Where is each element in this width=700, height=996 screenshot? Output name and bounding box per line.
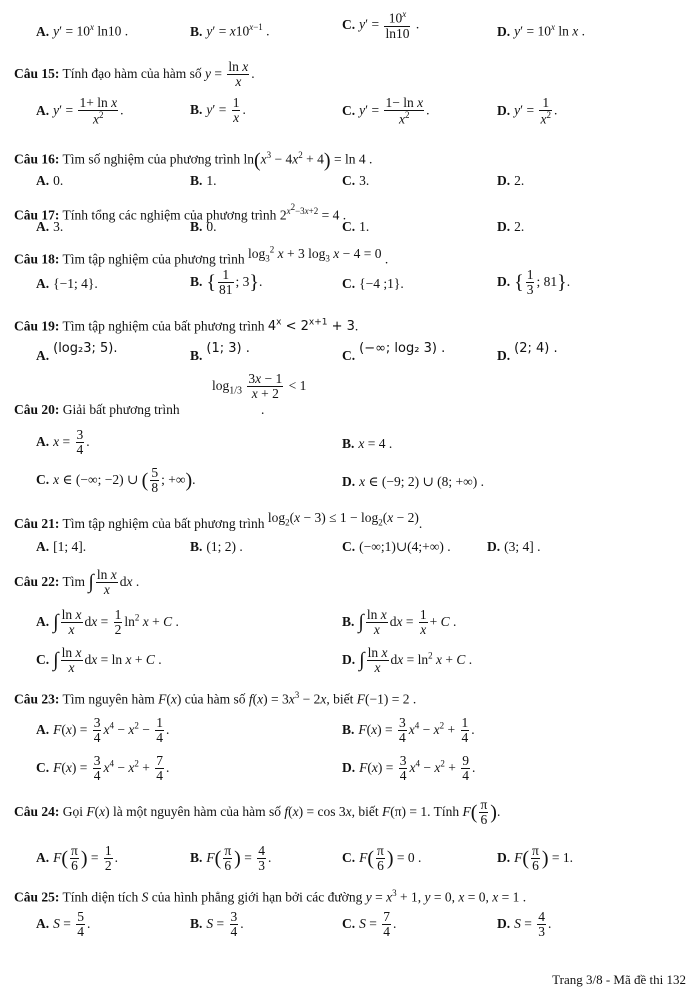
option-d[interactable]: D. 2. bbox=[497, 219, 525, 234]
option-d[interactable]: D. ∫ $\frac{\text{ln x}}{x}$ dx = $\ln^2 x + C$ . bbox=[342, 645, 473, 676]
option-b[interactable]: B. { $\frac{1}{81}$ ; 3}. bbox=[190, 267, 263, 298]
option-d[interactable]: D. F( $\frac{\pi}{6}$ ) = 1. bbox=[497, 843, 574, 874]
option-d[interactable]: D. y′ = $\frac{1}{x^2}$ . bbox=[497, 95, 558, 127]
option-d[interactable]: D. 2. bbox=[497, 173, 525, 188]
option-b[interactable]: B. $y' = x10^{x-1}$ . bbox=[190, 22, 270, 39]
option-b[interactable]: B. (1; 3) . bbox=[190, 341, 250, 363]
question-21: Câu 21: Tìm tập nghiệm của bất phương trình $\log_2(x - 3) \le 1 - \log_2(x - 2)$. bbox=[14, 510, 423, 531]
option-a[interactable]: A. F( $\frac{\pi}{6}$ ) = $\frac{1}{2}$ . bbox=[36, 843, 119, 874]
option-c[interactable]: C. F(x) = $\frac{3}{4}$ $x^4 - x^2$ + $\frac{7}{4}$ . bbox=[36, 753, 170, 784]
option-a[interactable]: A. (log₂3; 5). bbox=[36, 341, 118, 363]
q17-options bbox=[0, 219, 700, 234]
option-c[interactable]: C. 1. bbox=[342, 219, 370, 234]
q23-options-2 bbox=[0, 753, 700, 784]
question-18: Câu 18: Tìm tập nghiệm của phương trình $\log_3^2 x + 3$ $\log_3 x - 4 = 0$ . bbox=[14, 244, 389, 267]
q18-options bbox=[0, 267, 700, 298]
option-b[interactable]: B. 1. bbox=[190, 173, 217, 188]
option-c[interactable]: C. y′ = $\frac{10^x}{\ln 10}$ . bbox=[342, 9, 420, 41]
option-d[interactable]: D. F(x) = $\frac{3}{4}$ $x^4 - x^2$ + $\frac{9}{4}$ . bbox=[342, 753, 476, 784]
option-c[interactable]: C. F( $\frac{\pi}{6}$ ) = 0 . bbox=[342, 843, 422, 874]
q19-options bbox=[0, 340, 700, 363]
q25-options bbox=[0, 909, 700, 940]
q22-options-1 bbox=[0, 607, 700, 638]
option-b[interactable]: B. (1; 2) . bbox=[190, 539, 243, 554]
option-c[interactable]: C. S = $\frac{7}{4}$ . bbox=[342, 909, 397, 940]
option-d[interactable]: D. S = $\frac{4}{3}$ . bbox=[497, 909, 552, 940]
question-20: Câu 20: Giải bất phương trình . bbox=[14, 402, 265, 417]
question-19: Câu 19: Tìm tập nghiệm của bất phương trình $4^x < 2^{x+1} + 3$. bbox=[14, 318, 359, 335]
q15-options bbox=[0, 95, 700, 127]
option-c[interactable]: C. y′ = $\frac{\text{1− ln x}}{x^2}$ . bbox=[342, 95, 430, 127]
q20-options-1 bbox=[0, 427, 700, 458]
option-a[interactable]: A. ∫ $\frac{\text{ln x}}{x}$ dx = $\frac{1}{2}$ $\ln^2 x + C$ . bbox=[36, 607, 179, 638]
page-footer: Trang 3/8 - Mã đề thi 132 bbox=[552, 972, 686, 987]
option-a[interactable]: A. [1; 4]. bbox=[36, 539, 87, 554]
option-c[interactable]: C. 3. bbox=[342, 173, 370, 188]
option-a[interactable]: A. 3. bbox=[36, 219, 64, 234]
option-b[interactable]: B. F(x) = $\frac{3}{4}$ $x^4 - x^2$ + $\frac{1}{4}$ . bbox=[342, 715, 475, 746]
q16-options bbox=[0, 173, 700, 188]
q23-options-1 bbox=[0, 715, 700, 746]
option-c[interactable]: C. {−4 ;1}. bbox=[342, 276, 404, 291]
q14-options bbox=[0, 9, 700, 41]
option-d[interactable]: D. $y' = 10^x$ ln x . bbox=[497, 22, 585, 39]
q20-options-2 bbox=[0, 465, 700, 496]
option-a[interactable]: A. x = $\frac{3}{4}$ . bbox=[36, 427, 90, 458]
option-d[interactable]: D. (2; 4) . bbox=[497, 341, 558, 363]
question-22: Câu 22: Tìm ∫ $\frac{\text{ln x}}{x}$ dx . bbox=[14, 567, 140, 598]
option-b[interactable]: B. F( $\frac{\pi}{6}$ ) = $\frac{4}{3}$ . bbox=[190, 843, 272, 874]
option-c[interactable]: C. ∫ $\frac{\text{ln x}}{x}$ dx = ln x + C . bbox=[36, 645, 162, 676]
option-c[interactable]: C. x ∈ (−∞; −2) ∪ ( $\frac{5}{8}$ ; +∞). bbox=[36, 465, 196, 496]
question-23: Câu 23: Tìm nguyên hàm F(x) của hàm số $f(x) = 3x^3 - 2x$, biết F(−1) = 2 . bbox=[14, 690, 417, 707]
option-b[interactable]: B. 0. bbox=[190, 219, 217, 234]
question-17: Câu 17: Tính tổng các nghiệm của phương trình $2^{x^2-3x+2} = 4$ . bbox=[14, 202, 347, 223]
option-a[interactable]: A. $y' = 10^x$ ln10 . bbox=[36, 22, 129, 39]
option-b[interactable]: B. y′ = $\frac{1}{x}$ . bbox=[190, 95, 246, 126]
option-d[interactable]: D. x ∈ (−9; 2) ∪ (8; +∞) . bbox=[342, 474, 485, 489]
option-d[interactable]: D. (3; 4] . bbox=[487, 539, 541, 554]
question-25: Câu 25: Tính diện tích S của hình phẳng giới hạn bởi các đường $y = x^3 + 1$, y = 0, x = 0, x = 1 . bbox=[14, 888, 527, 905]
q20-math: $\log_{1/3}$ $\frac{3x - 1}{x + 2}$ < 1 bbox=[212, 371, 307, 402]
question-24: Câu 24: Gọi F(x) là một nguyên hàm của hàm số f(x) = cos 3x, biết F(π) = 1. Tính F( $\frac{\pi}{6}$ ). bbox=[14, 797, 501, 828]
option-a[interactable]: A. F(x) = $\frac{3}{4}$ $x^4 - x^2$ − $\frac{1}{4}$ . bbox=[36, 715, 170, 746]
option-a[interactable]: A. S = $\frac{5}{4}$ . bbox=[36, 909, 91, 940]
option-b[interactable]: B. x = 4 . bbox=[342, 436, 393, 451]
option-a[interactable]: A. y′ = $\frac{\text{1+ ln x}}{x^2}$ . bbox=[36, 95, 124, 127]
question-16: Câu 16: Tìm số nghiệm của phương trình $\ln(x^3 - 4x^2 + 4) = \ln 4$ . bbox=[14, 149, 373, 172]
option-c[interactable]: C. (−∞; log₂ 3) . bbox=[342, 341, 446, 363]
q22-options-2 bbox=[0, 645, 700, 676]
q24-options bbox=[0, 843, 700, 874]
option-c[interactable]: C. (−∞;1)∪(4;+∞) . bbox=[342, 539, 451, 554]
option-d[interactable]: D. { $\frac{1}{3}$ ; 81}. bbox=[497, 267, 571, 298]
option-b[interactable]: B. S = $\frac{3}{4}$ . bbox=[190, 909, 244, 940]
option-b[interactable]: B. ∫ $\frac{\text{ln x}}{x}$ dx = $\frac{1}{x}$ + C . bbox=[342, 607, 457, 638]
option-a[interactable]: A. 0. bbox=[36, 173, 64, 188]
option-a[interactable]: A. {−1; 4}. bbox=[36, 276, 98, 291]
question-15: Câu 15: Tính đạo hàm của hàm số y = $\frac{\text{ln x}}{x}$ . bbox=[14, 59, 255, 90]
q21-options bbox=[0, 539, 700, 554]
